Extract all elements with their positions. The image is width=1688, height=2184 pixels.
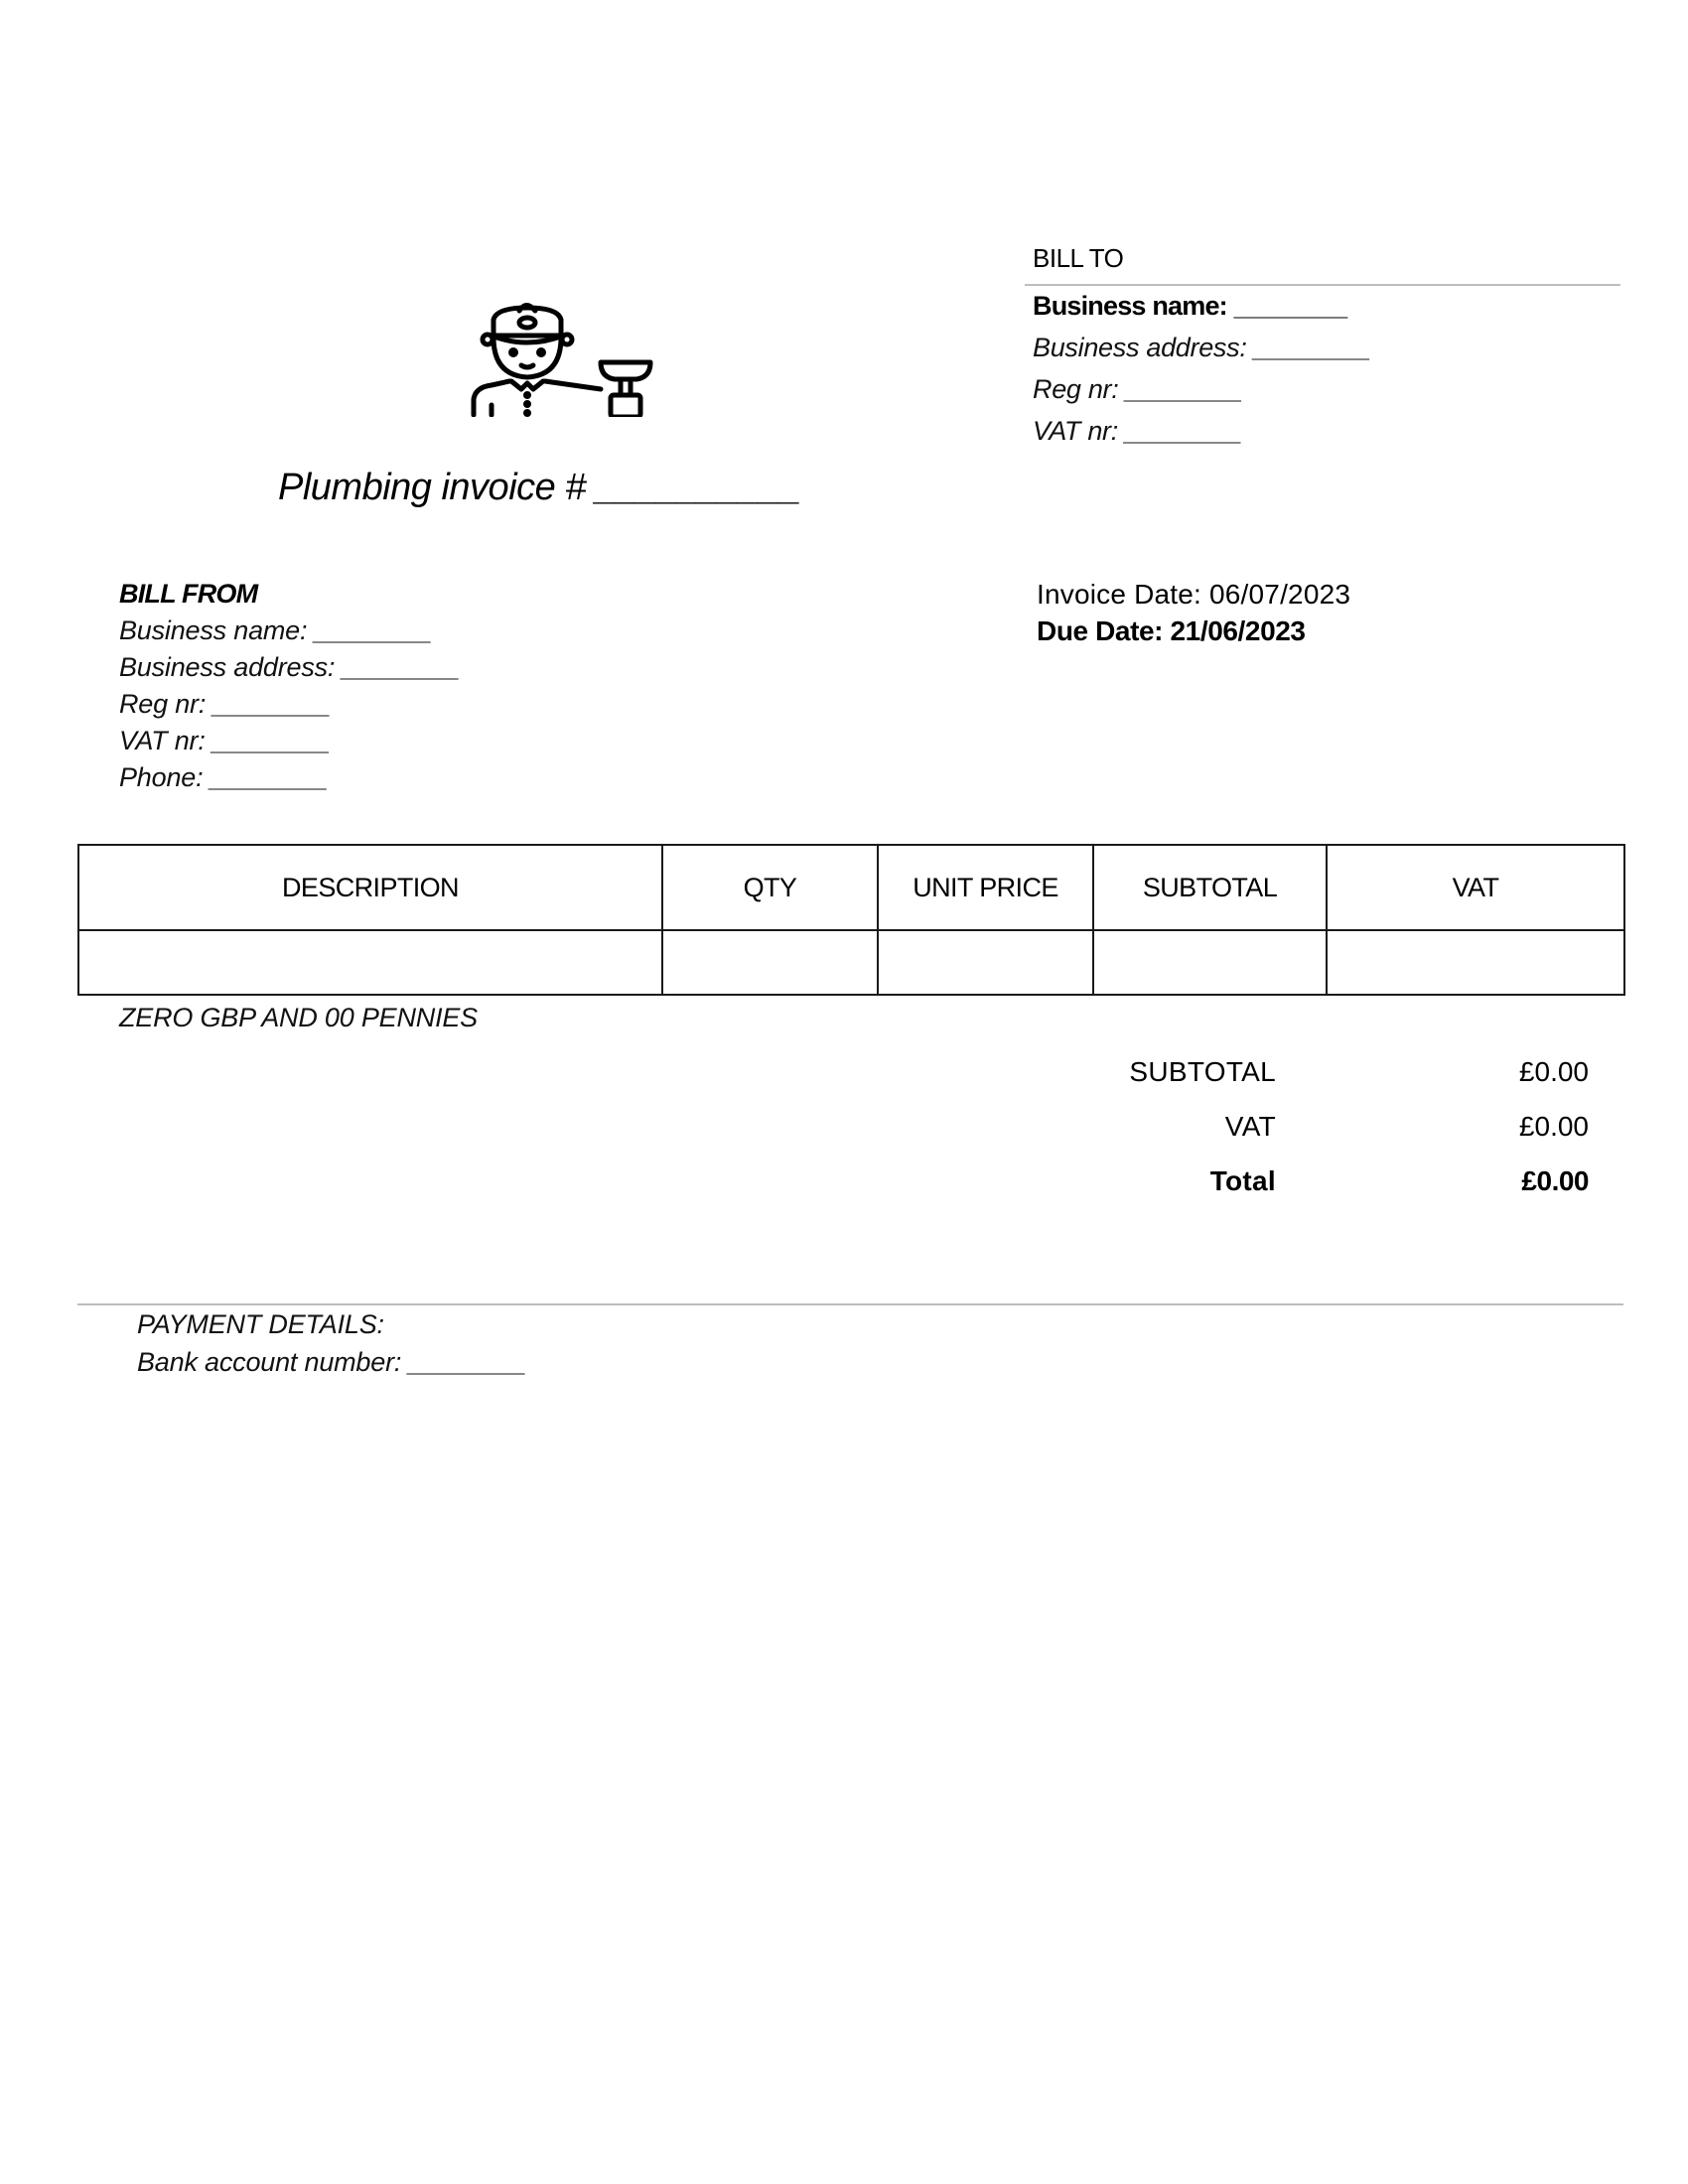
bill-to-section [1033, 241, 1628, 452]
column-header-vat: VAT [1327, 845, 1624, 930]
column-header-unit-price: UNIT PRICE [878, 845, 1093, 930]
bill-to-reg-nr[interactable]: Reg nr: ________ [1033, 374, 1243, 404]
total-row [1092, 1161, 1589, 1216]
bill-to-heading: BILL TO [1033, 243, 1124, 273]
bill-from-business-name[interactable]: Business name: ________ [119, 615, 433, 645]
amount-in-words: ZERO GBP AND 00 PENNIES [119, 1003, 478, 1032]
cell-description[interactable] [78, 930, 662, 995]
invoice-title: Plumbing invoice # __________ [278, 467, 801, 508]
bill-to-business-name[interactable]: Business name: ________ [1033, 291, 1347, 321]
cell-qty[interactable] [662, 930, 878, 995]
subtotal-value: £0.00 [1518, 1056, 1589, 1087]
vat-value: £0.00 [1518, 1111, 1589, 1142]
bill-to-business-address[interactable]: Business address: ________ [1033, 333, 1371, 362]
column-header-qty: QTY [662, 845, 878, 930]
vat-row [1092, 1107, 1589, 1161]
cell-vat[interactable] [1327, 930, 1624, 995]
bill-to-divider [1025, 284, 1620, 286]
total-label: Total [1209, 1165, 1276, 1196]
bill-to-vat-nr[interactable]: VAT nr: ________ [1033, 416, 1242, 446]
bill-from-vat-nr[interactable]: VAT nr: ________ [119, 726, 331, 755]
table-header-row [78, 845, 1624, 930]
plumber-with-plunger-icon [452, 278, 665, 417]
column-header-subtotal: SUBTOTAL [1093, 845, 1327, 930]
subtotal-row [1092, 1052, 1589, 1107]
bill-from-phone[interactable]: Phone: ________ [119, 762, 329, 792]
cell-subtotal[interactable] [1093, 930, 1327, 995]
total-value: £0.00 [1521, 1165, 1589, 1196]
table-row [78, 930, 1624, 995]
subtotal-label: SUBTOTAL [1129, 1056, 1276, 1087]
vat-label: VAT [1224, 1111, 1276, 1142]
bill-from-section [119, 576, 460, 796]
bill-from-reg-nr[interactable]: Reg nr: ________ [119, 689, 331, 719]
bill-from-heading: BILL FROM [119, 579, 258, 609]
bill-from-business-address[interactable]: Business address: ________ [119, 652, 461, 682]
items-table [77, 844, 1625, 996]
payment-heading: PAYMENT DETAILS: [137, 1309, 384, 1339]
totals-section [1092, 1052, 1589, 1216]
cell-unit-price[interactable] [878, 930, 1093, 995]
invoice-date: Invoice Date: 06/07/2023 [1037, 579, 1351, 610]
dates-section [1037, 576, 1350, 649]
payment-section [137, 1305, 526, 1381]
bank-account-number[interactable]: Bank account number: ________ [137, 1347, 526, 1377]
column-header-description: DESCRIPTION [78, 845, 662, 930]
due-date: Due Date: 21/06/2023 [1037, 615, 1306, 646]
